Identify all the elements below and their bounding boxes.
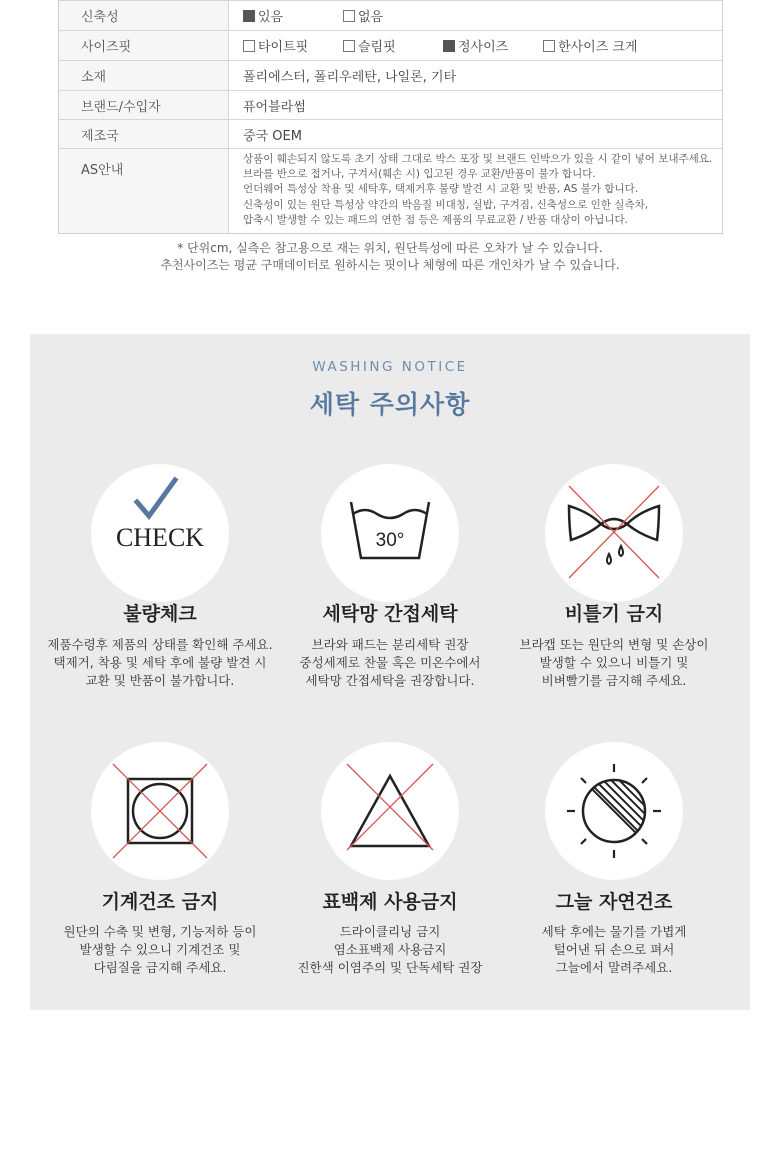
checked-box-icon (443, 40, 455, 52)
spec-table (58, 0, 723, 234)
temperature-text: 30° (375, 530, 405, 551)
unchecked-box-icon (243, 40, 255, 52)
item-desc-no-bleach: 드라이클리닝 금지 염소표백제 사용금지 진한색 이염주의 및 단독세탁 권장 (297, 924, 483, 975)
spec-row-material (59, 60, 722, 90)
unchecked-box-icon (343, 10, 355, 22)
spec-label: 제조국 (59, 120, 229, 148)
spec-label: AS안내 (59, 149, 229, 233)
option-fit-slim: 슬림핏 (343, 36, 443, 55)
option-fit-tight: 타이트핏 (243, 36, 343, 55)
item-desc-net-wash: 브라와 패드는 분리세탁 권장 중성세제로 찬물 혹은 미온수에서 세탁망 간접세탁을 권장합니다. (299, 637, 481, 688)
spec-label: 사이즈핏 (59, 31, 229, 60)
spec-row-elastic (59, 0, 722, 30)
checked-box-icon (243, 10, 255, 22)
measurement-note: * 단위cm, 실측은 참고용으로 재는 위치, 원단특성에 따른 오차가 날 수 있습니다. (177, 241, 603, 255)
item-desc-shade-dry: 세탁 후에는 물기를 가볍게 털어낸 뒤 손으로 펴서 그늘에서 말려주세요. (541, 924, 687, 975)
size-note: 추천사이즈는 평균 구매데이터로 원하시는 핏이나 체형에 따른 개인차가 날 수 있습니다. (160, 258, 620, 272)
no-bleach-icon (321, 742, 459, 880)
item-title-no-wring: 비틀기 금지 (564, 603, 664, 625)
spec-row-fit (59, 30, 722, 60)
item-desc-no-wring: 브라캡 또는 원단의 변형 및 손상이 발생할 수 있으니 비틀기 및 비벼빨기를 금지해 주세요. (519, 637, 709, 688)
option-elastic-yes: 있음 (243, 6, 343, 25)
item-title-defect-check: 불량체크 (123, 603, 197, 625)
spec-row-brand (59, 90, 722, 119)
spec-row-origin (59, 119, 722, 148)
no-wring-icon (545, 464, 683, 602)
item-desc-defect-check: 제품수령후 제품의 상태를 확인해 주세요. 택제거, 착용 및 세탁 후에 불량 발견 시 교환 및 반품이 불가합니다. (47, 637, 273, 688)
washing-title-en: WASHING NOTICE (312, 359, 468, 375)
spec-row-as (59, 148, 722, 233)
item-desc-no-tumble-dry: 원단의 수축 및 변형, 기능저하 등이 발생할 수 있으니 기계건조 및 다림질을 금지해 주세요. (63, 924, 257, 975)
washing-notice-panel (30, 334, 750, 1010)
option-fit-regular: 정사이즈 (443, 36, 543, 55)
option-fit-size-up: 한사이즈 크게 (543, 36, 637, 55)
unchecked-box-icon (543, 40, 555, 52)
spec-value: 퓨어블라썸 (243, 99, 306, 115)
item-title-net-wash: 세탁망 간접세탁 (322, 603, 458, 625)
spec-label: 신축성 (59, 1, 229, 30)
no-tumble-dry-icon (91, 742, 229, 880)
check-text: CHECK (115, 523, 205, 552)
as-text: 상품이 훼손되지 않도록 초기 상태 그대로 박스 포장 및 브랜드 인박으가 있을 시 같이 넣어 보내주세요. 브라를 반으로 접거나, 구겨서(훼손 시) 입고된 경우 교환/반품이 불가 합니다. 언더웨어 특성상 착용 및 세탁후, 택제거후 불량 발견 시 교환 및 반품, AS 불가 합니다. 신축성이 있는 원단 특성상 약간의 박음질 비대칭, 실밥, 구겨짐, 신축성으로 인한 실측차, 압축시 발생할 수 있는 패드의 연한 점 등은 제품의 무료교환 / 반품 대상이 아닙니다. (243, 153, 713, 226)
spec-value: 폴리에스터, 폴리우레탄, 나일론, 기타 (243, 70, 457, 85)
spec-label: 브랜드/수입자 (59, 91, 229, 119)
item-title-shade-dry: 그늘 자연건조 (555, 891, 673, 913)
check-icon (91, 464, 229, 602)
washing-title-ko: 세탁 주의사항 (309, 390, 471, 419)
spec-value: 중국 OEM (243, 128, 302, 144)
unchecked-box-icon (343, 40, 355, 52)
option-elastic-no: 없음 (343, 6, 383, 25)
shade-dry-icon (545, 742, 683, 880)
wash-basin-30-icon (321, 464, 459, 602)
spec-label: 소재 (59, 61, 229, 90)
item-title-no-tumble-dry: 기계건조 금지 (101, 891, 219, 913)
item-title-no-bleach: 표백제 사용금지 (322, 891, 458, 913)
